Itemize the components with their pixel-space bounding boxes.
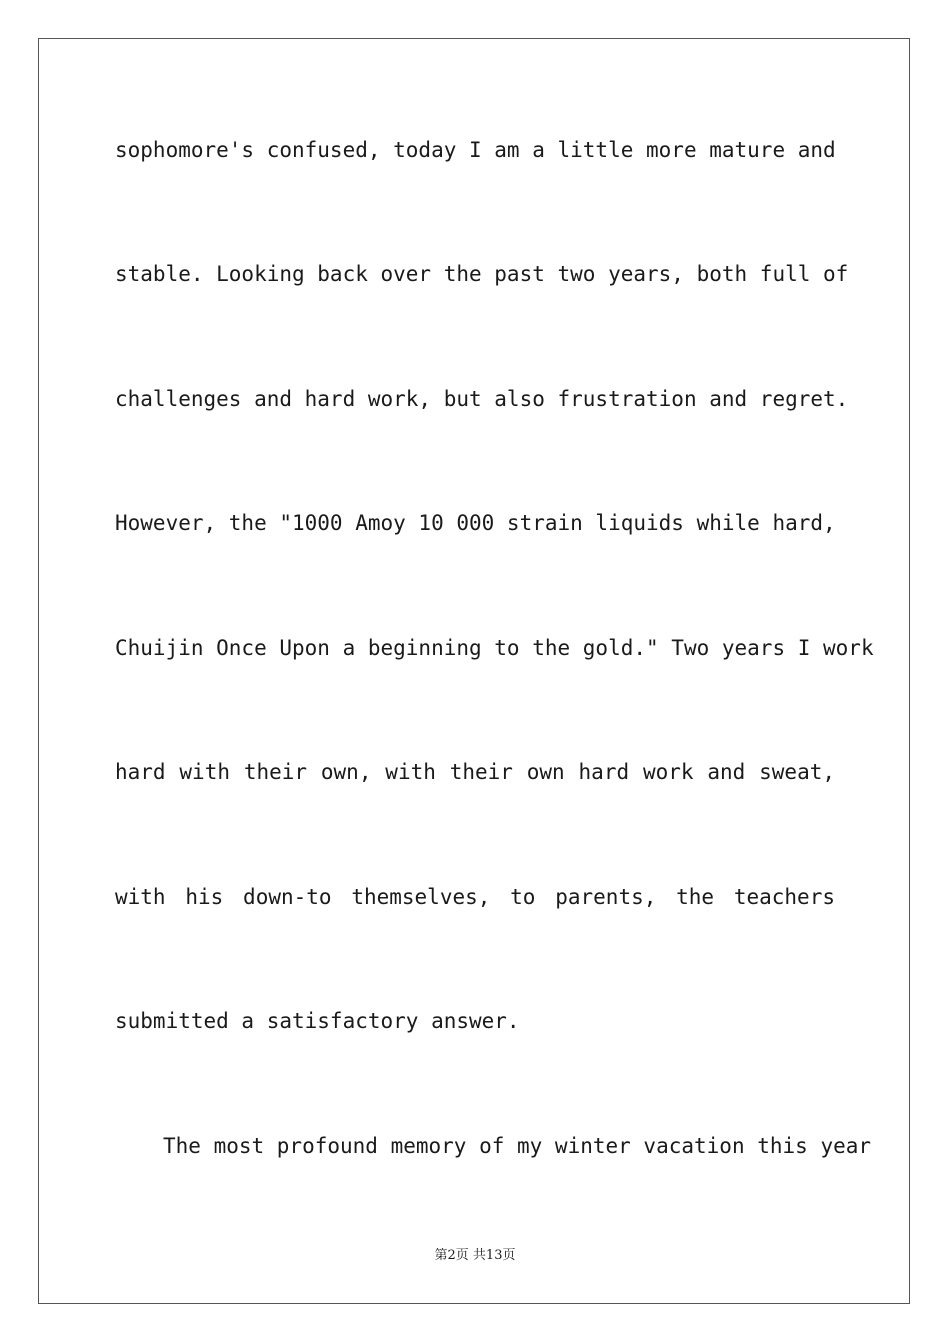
page-border [38,38,910,1304]
paragraph-start-line: The most profound memory of my winter vacation this year [163,1134,872,1158]
body-line-2: stable. Looking back over the past two years, both full of [115,262,849,286]
body-line-7: with his down-to themselves, to parents, the teachers [115,885,835,909]
body-line-1: sophomore's confused, today I am a little more mature and [115,138,836,162]
body-line-4: However, the "1000 Amoy 10 000 strain liquids while hard, [115,511,836,535]
page-number-footer: 第2页 共13页 [434,1248,516,1263]
body-line-6: hard with their own, with their own hard work and sweat, [115,760,835,784]
body-line-8: submitted a satisfactory answer. [115,1009,520,1033]
body-line-5: Chuijin Once Upon a beginning to the gold." Two years I work [115,636,874,660]
body-line-3: challenges and hard work, but also frustration and regret. [115,387,849,411]
